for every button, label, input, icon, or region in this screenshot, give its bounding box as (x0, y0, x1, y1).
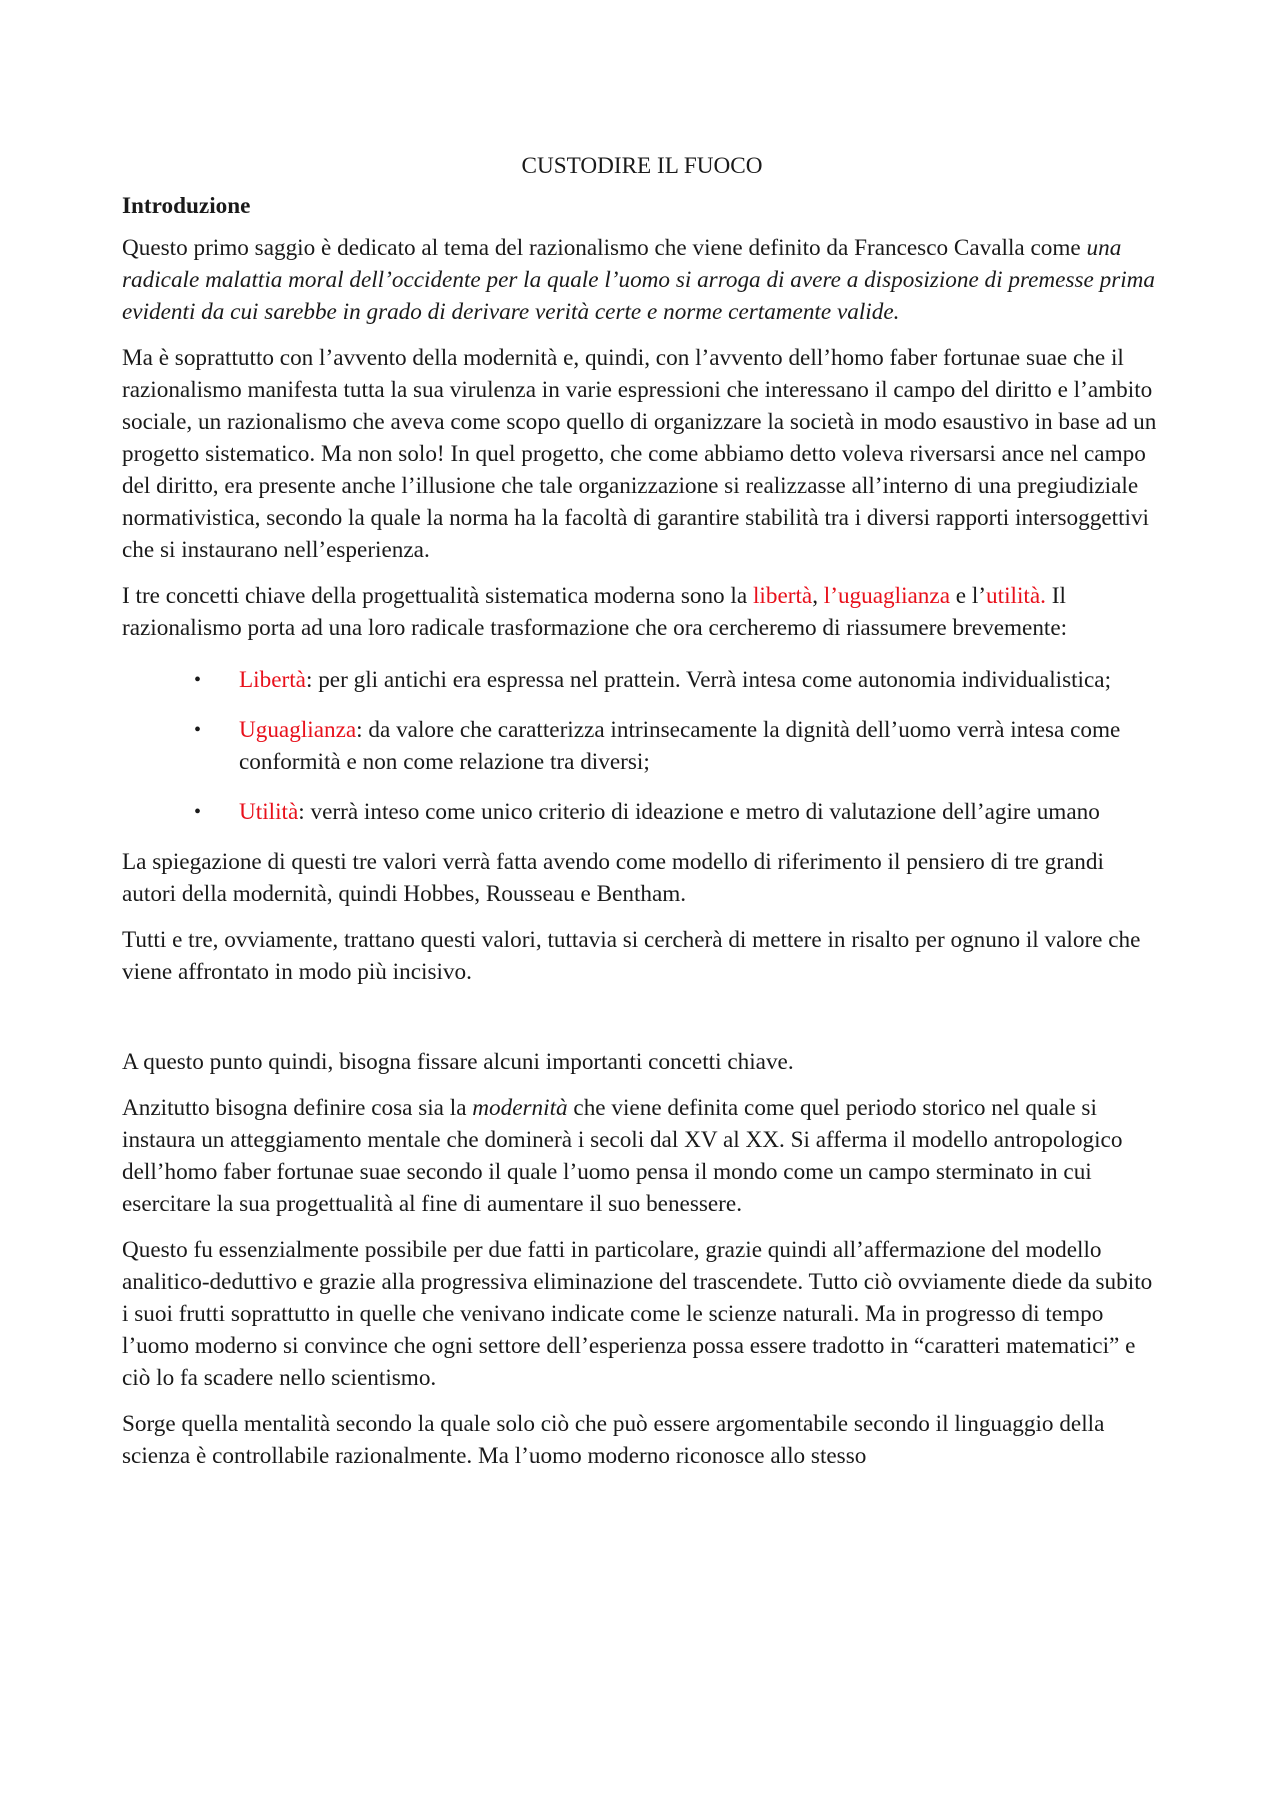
mentality-paragraph: Sorge quella mentalità secondo la quale solo ciò che può essere argomentabile secondo il linguaggio della scienza è controllabile razionalmente. Ma l’uomo moderno riconosce allo stesso (122, 1411, 1105, 1469)
bullet-text: : verrà inteso come unico criterio di ideazione e metro di valutazione dell’agire umano (298, 799, 1100, 825)
concepts-separator: e l’ (949, 583, 987, 609)
definition-tail-text: che viene definita come quel periodo storico nel quale si instaura un atteggiamento mentale che dominerà i secoli dal XV al XX. Si afferma il modello antropologico dell’homo faber fortunae suae secondo il quale l’uomo pensa il mondo come un campo sterminato in cui esercitare la sua progettualità al fine di aumentare il suo benessere. (122, 1095, 1123, 1217)
list-item (122, 664, 1162, 696)
bullet-text: : per gli antichi era espressa nel prattein. Verrà intesa come autonomia individualistica; (305, 667, 1112, 693)
bullet-icon: • (194, 669, 202, 691)
bullet-text: : da valore che caratterizza intrinsecamente la dignità dell’uomo verrà intesa come conformità e non come relazione tra diversi; (239, 717, 1121, 775)
modernity-paragraph: Ma è soprattutto con l’avvento della modernità e, quindi, con l’avvento dell’homo faber fortunae suae che il razionalismo manifesta tutta la sua virulenza in varie espressioni che interessano il campo del diritto e l’ambito sociale, un razionalismo che aveva come scopo quello di organizzare la società in modo esaustivo in base ad un progetto sistematico. Ma non solo! In quel progetto, che come abbiamo detto voleva riversarsi ance nel campo del diritto, era presente anche l’illusione che tale organizzazione si realizzasse all’interno di una pregiudiziale normativistica, secondo la quale la norma ha la facoltà di garantire stabilità tra i diversi rapporti intersoggettivi che si instaurano nell’esperienza. (122, 345, 1157, 563)
key-concepts-paragraph: A questo punto quindi, bisogna fissare alcuni importanti concetti chiave. (122, 1049, 794, 1075)
definition-paragraph (122, 1092, 1162, 1220)
concepts-bullet-list (122, 664, 1162, 828)
bullet-term: Uguaglianza (239, 717, 357, 743)
bullet-term: Utilità (239, 799, 299, 825)
document-body (122, 150, 1162, 1486)
two-facts-paragraph: Questo fu essenzialmente possibile per due fatti in particolare, grazie quindi all’affermazione del modello analitico-deduttivo e grazie alla progressiva eliminazione del trascendete. Tutto ciò ovviamente diede da subito i suoi frutti soprattutto in quelle che venivano indicate come le scienze naturali. Ma in progresso di tempo l’uomo moderno si convince che ogni settore dell’esperienza possa essere tradotto in “caratteri matematici” e ciò lo fa scadere nello scientismo. (122, 1237, 1153, 1391)
concepts-tail-text: Il razionalismo porta ad una loro radicale trasformazione che ora cercheremo di riassumere brevemente: (122, 583, 1068, 641)
concept-term-uguaglianza: l’uguaglianza (823, 583, 950, 609)
authors-paragraph: La spiegazione di questi tre valori verrà fatta avendo come modello di riferimento il pensiero di tre grandi autori della modernità, quindi Hobbes, Rousseau e Bentham. (122, 849, 1104, 907)
blank-line (122, 1002, 1162, 1046)
bullet-term: Libertà (239, 667, 306, 693)
concepts-separator: , (812, 583, 824, 609)
all-three-paragraph: Tutti e tre, ovviamente, trattano questi valori, tuttavia si cercherà di mettere in risalto per ognuno il valore che viene affrontato in modo più incisivo. (122, 927, 1141, 985)
definition-term-modernita: modernità (472, 1095, 568, 1121)
intro-tail-text: . (893, 299, 900, 325)
list-item (122, 714, 1162, 778)
concept-term-liberta: libertà (752, 583, 813, 609)
document-title: CUSTODIRE IL FUOCO (521, 153, 763, 179)
concepts-paragraph (122, 580, 1162, 644)
intro-lead-text: Questo primo saggio è dedicato al tema del razionalismo che viene definito da Francesco Cavalla come (122, 235, 1087, 261)
bullet-icon: • (194, 801, 202, 823)
list-item (122, 796, 1162, 828)
section-heading-introduzione: Introduzione (122, 193, 251, 219)
definition-lead-text: Anzitutto bisogna definire cosa sia la (122, 1095, 473, 1121)
intro-quote-text: una radicale malattia moral dell’occidente per la quale l’uomo si arroga di avere a disposizione di premesse prima evidenti da cui sarebbe in grado di derivare verità certe e norme certamente valide (122, 235, 1155, 325)
bullet-icon: • (194, 719, 202, 741)
intro-paragraph (122, 232, 1162, 328)
concepts-period: . (1040, 583, 1046, 609)
concepts-lead-text: I tre concetti chiave della progettualità sistematica moderna sono la (122, 583, 753, 609)
concept-term-utilita: utilità (986, 583, 1041, 609)
